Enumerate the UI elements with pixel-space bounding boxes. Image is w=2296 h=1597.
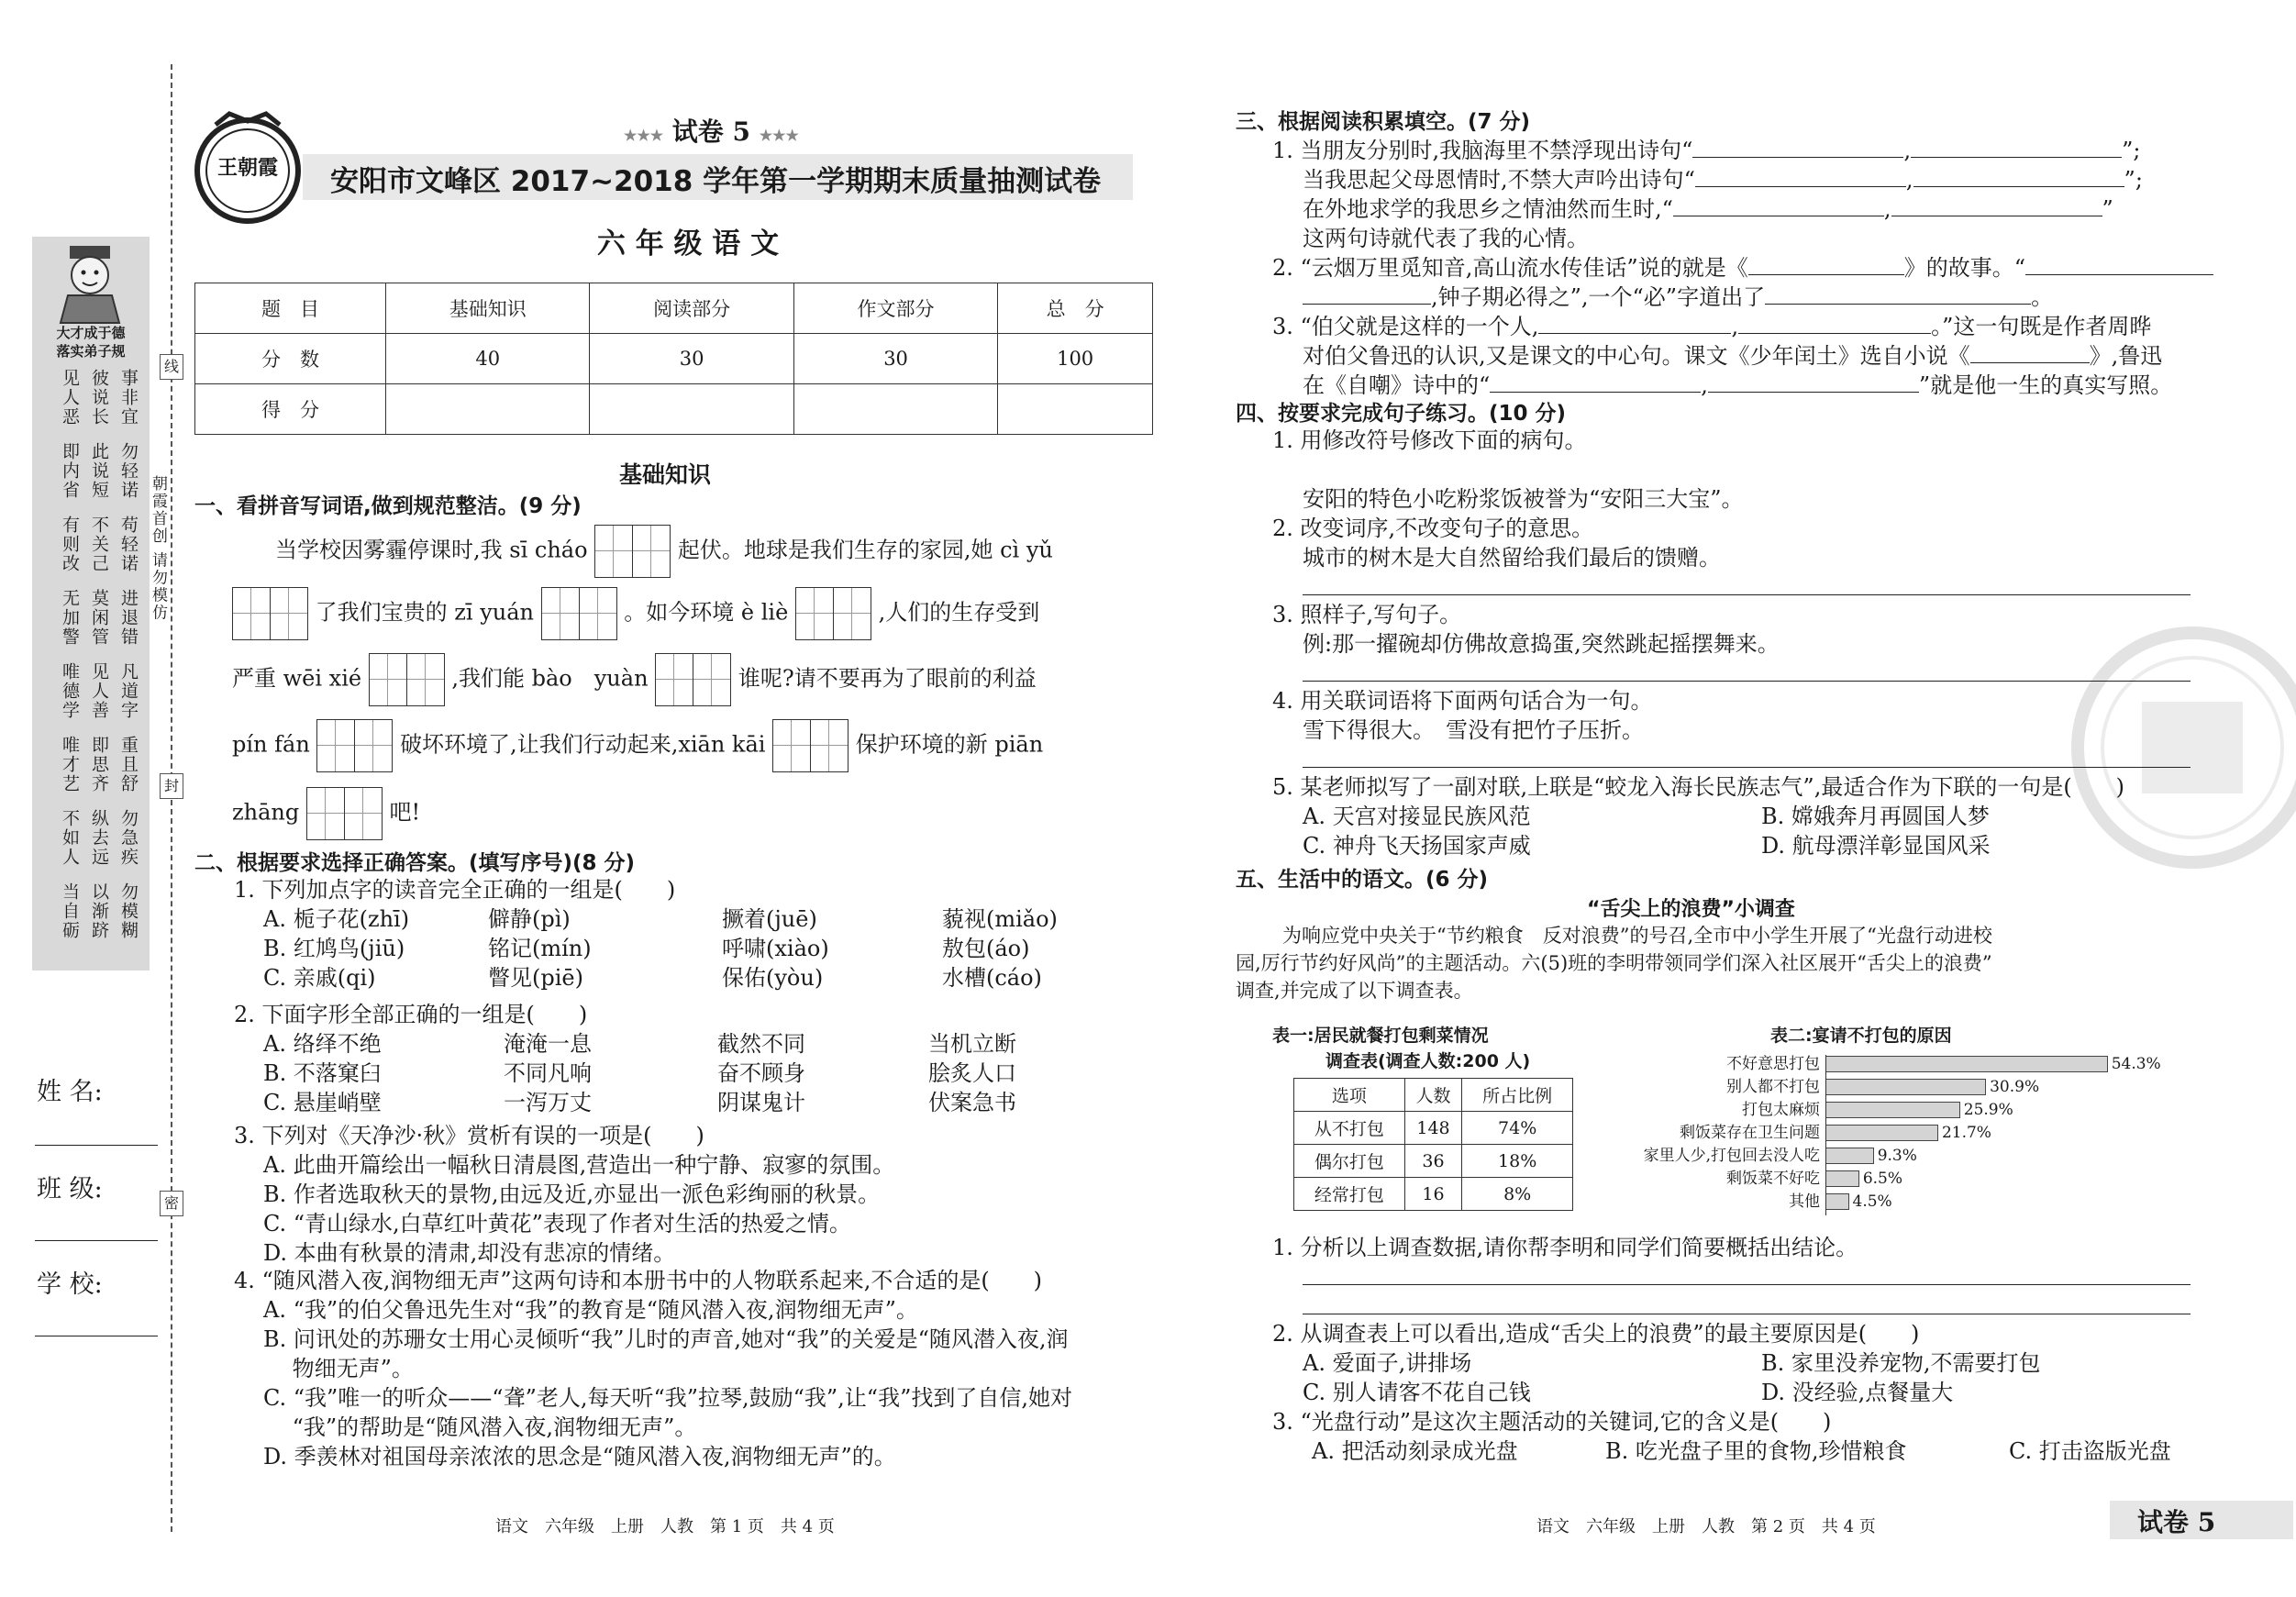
prompt-text: 》的故事。“ xyxy=(1903,255,2025,281)
pinyin-row-3 xyxy=(232,653,1037,706)
option[interactable]: A. “我”的伯父鲁迅先生对“我”的教育是“随风潜入夜,润物细无声”。 xyxy=(263,1297,918,1323)
fill-line: 1. 当朋友分别时,我脑海里不禁浮现出诗句“ , ”; xyxy=(1272,138,2141,163)
answer-blank[interactable] xyxy=(1748,254,1904,275)
rule-text: 唯德学 xyxy=(60,662,80,720)
answer-line[interactable] xyxy=(1303,681,2191,682)
score-entry-cell[interactable] xyxy=(793,384,997,435)
prompt-text: 这两句诗就代表了我的心情。 xyxy=(1303,226,1589,251)
table-cell: 从不打包 xyxy=(1294,1112,1405,1145)
answer-grid[interactable] xyxy=(316,719,393,772)
bar-category-label: 其他 xyxy=(1789,1192,1820,1211)
prompt-text: 当我思起父母恩情时,不禁大声吟出诗句“ xyxy=(1303,167,1695,193)
rule-text: 莫闲管 xyxy=(89,589,109,647)
answer-line[interactable] xyxy=(1303,1284,2191,1285)
answer-blank[interactable] xyxy=(1673,195,1884,216)
bar xyxy=(1825,1193,1849,1210)
prompt-text: 2. “云烟万里觅知音,高山流水传佳话”说的就是《 xyxy=(1272,255,1748,281)
table-cell: 总 分 xyxy=(998,283,1153,334)
option[interactable]: 敖包(áo) xyxy=(942,936,1030,961)
fill-line xyxy=(1272,253,2213,283)
pinyin-row-4 xyxy=(232,719,1043,772)
answer-grid[interactable] xyxy=(369,653,445,706)
option[interactable]: 阴谋鬼计 xyxy=(717,1090,805,1115)
bar xyxy=(1825,1102,1960,1118)
table-cell: 74% xyxy=(1462,1112,1573,1145)
answer-grid[interactable] xyxy=(772,719,849,772)
table-row xyxy=(195,384,1153,435)
table-cell: 作文部分 xyxy=(793,283,997,334)
score-entry-cell[interactable] xyxy=(590,384,793,435)
class-field-label: 班 级: xyxy=(37,1175,103,1203)
prompt-text: 对伯父鲁迅的认识,又是课文的中心句。课文《少年闰土》选自小说《 xyxy=(1303,343,1970,369)
option-row xyxy=(1303,1378,1953,1407)
table-cell: 18% xyxy=(1462,1145,1573,1178)
question-4-title: 四、按要求完成句子练习。(10 分) xyxy=(1236,402,1567,426)
question-2-3: 3. 下列对《天净沙·秋》赏析有误的一项是( ) xyxy=(234,1123,704,1148)
brand-logo-text: 王朝霞 xyxy=(216,156,278,180)
prompt-text: 。 xyxy=(2031,284,2054,310)
question-text: 雪下得很大。 雪没有把竹子压折。 xyxy=(1303,717,1644,743)
prompt-text: 》,鲁迅 xyxy=(2089,343,2163,369)
table-cell: 基础知识 xyxy=(386,283,590,334)
option[interactable]: A. 天宫对接显民族风范 xyxy=(1303,804,1531,829)
bar-category-label: 打包太麻烦 xyxy=(1742,1101,1820,1119)
passage-text: pín fán xyxy=(232,731,310,758)
rule-text: 此说短 xyxy=(89,442,109,500)
question-3-title: 三、根据阅读积累填空。(7 分) xyxy=(1236,110,1531,134)
option[interactable]: 撅着(juē) xyxy=(722,906,817,932)
option[interactable]: B. 问讯处的苏珊女士用心灵倾听“我”儿时的声音,她对“我”的关爱是“随风潜入夜,润 xyxy=(263,1326,1069,1352)
option[interactable]: 呼啸(xiào) xyxy=(722,936,829,961)
rule-text: 勿模糊 xyxy=(118,882,139,940)
answer-grid[interactable] xyxy=(594,525,671,578)
bar-category-label: 不好意思打包 xyxy=(1726,1055,1820,1073)
option-continued: 物细无声”。 xyxy=(263,1356,414,1381)
prompt-text: 3. “伯父就是这样的一个人, xyxy=(1272,314,1539,339)
question-4-2: 2. 改变词序,不改变句子的意思。 xyxy=(1272,516,1594,541)
score-entry-cell[interactable] xyxy=(386,384,590,435)
answer-grid[interactable] xyxy=(655,653,731,706)
table-cell: 30 xyxy=(590,334,793,384)
question-4-5: 5. 某老师拟写了一副对联,上联是“蛟龙入海长民族志气”,最适合作为下联的一句是( ) xyxy=(1272,774,2125,800)
option-row xyxy=(1303,802,1990,831)
table-cell: 分 数 xyxy=(195,334,386,384)
rule-text: 进退错 xyxy=(118,589,139,647)
option[interactable]: D. 本曲有秋景的清肃,却没有悲凉的情绪。 xyxy=(263,1240,676,1266)
reason-bar-chart xyxy=(1559,1055,2202,1229)
option[interactable]: 奋不顾身 xyxy=(717,1060,805,1086)
name-field-line[interactable] xyxy=(35,1145,158,1146)
exam-title: 安阳市文峰区 2017~2018 学年第一学期期末质量抽测试卷 xyxy=(330,165,1102,198)
passage-text: 破坏环境了,让我们行动起来,xiān kāi xyxy=(400,731,766,758)
passage-text: 当学校因雾霾停课时,我 sī cháo xyxy=(275,537,588,563)
rule-text: 见人恶 xyxy=(60,369,80,427)
passage-text: 吧! xyxy=(389,799,421,826)
bar-category-label: 剩饭菜存在卫生问题 xyxy=(1680,1124,1820,1142)
table-cell: 阅读部分 xyxy=(590,283,793,334)
option[interactable]: C. 别人请客不花自己钱 xyxy=(1303,1380,1531,1405)
answer-blank[interactable] xyxy=(1765,283,2031,305)
rule-text: 有则改 xyxy=(60,516,80,573)
rule-text: 不如人 xyxy=(60,809,80,867)
bar-value-label: 6.5% xyxy=(1862,1170,1903,1188)
option[interactable]: D. 没经验,点餐量大 xyxy=(1761,1380,1954,1405)
passage-text: 保护环境的新 piān xyxy=(855,731,1044,758)
table-cell: 所占比例 xyxy=(1462,1079,1573,1112)
prompt-text: ,钟子期必得之”,一个“必”字道出了 xyxy=(1431,284,1766,310)
bar xyxy=(1825,1170,1859,1187)
option[interactable]: C. 悬崖峭壁 xyxy=(263,1090,382,1115)
rule-text: 事非宜 xyxy=(118,369,139,427)
section-heading: 基础知识 xyxy=(619,461,712,488)
table-cell: 30 xyxy=(793,334,997,384)
rule-text: 即内省 xyxy=(60,442,80,500)
chart-title: 表二:宴请不打包的原因 xyxy=(1770,1026,1952,1046)
question-4-3: 3. 照样子,写句子。 xyxy=(1272,602,1462,627)
bar-category-label: 剩饭菜不好吃 xyxy=(1726,1170,1820,1188)
pinyin-row-1 xyxy=(275,525,1053,578)
rules-grid xyxy=(51,369,139,956)
survey-title: “舌尖上的浪费”小调查 xyxy=(1587,898,1795,921)
fill-line: 3. “伯父就是这样的一个人, , 。”这一句既是作者周晔 xyxy=(1272,314,2152,339)
question-2-1: 1. 下列加点字的读音完全正确的一组是( ) xyxy=(234,877,676,903)
passage-text: 谁呢?请不要再为了眼前的利益 xyxy=(738,665,1037,692)
bar-value-label: 25.9% xyxy=(1963,1101,2013,1119)
passage-text: 严重 wēi xié xyxy=(232,665,362,692)
bar-value-label: 9.3% xyxy=(1877,1147,1917,1165)
score-table xyxy=(194,283,1153,435)
table-cell: 偶尔打包 xyxy=(1294,1145,1405,1178)
paper-number-label xyxy=(624,112,799,149)
question-5-2: 2. 从调查表上可以看出,造成“舌尖上的浪费”的最主要原因是( ) xyxy=(1272,1321,1920,1347)
table-cell: 选项 xyxy=(1294,1079,1405,1112)
page-footer-right: 语文 六年级 上册 人教 第 2 页 共 4 页 xyxy=(1536,1517,1876,1536)
table-1-subtitle: 调查表(调查人数:200 人) xyxy=(1325,1051,1531,1071)
answer-blank[interactable] xyxy=(1692,137,1903,158)
fill-line xyxy=(1303,283,2053,312)
answer-blank[interactable] xyxy=(1913,166,2124,187)
option[interactable]: A. 栀子花(zhī) xyxy=(263,906,410,932)
rule-text: 不关己 xyxy=(89,516,109,573)
option-row xyxy=(263,963,1042,993)
option-row xyxy=(263,904,1058,934)
question-4-4: 4. 用关联词语将下面两句话合为一句。 xyxy=(1272,688,1653,714)
option[interactable]: 水槽(cáo) xyxy=(942,965,1042,991)
survey-intro: 调查,并完成了以下调查表。 xyxy=(1236,980,1473,1002)
option[interactable]: D. 航母漂洋彰显国风采 xyxy=(1761,833,1991,859)
option-row xyxy=(1303,1348,2041,1378)
answer-blank[interactable] xyxy=(1538,313,1731,334)
question-5-1: 1. 分析以上调查数据,请你帮李明和同学们简要概括出结论。 xyxy=(1272,1235,1858,1260)
star-decoration: ★★★ xyxy=(759,127,799,144)
answer-line[interactable] xyxy=(1303,767,2191,768)
name-field-label: 姓 名: xyxy=(37,1078,103,1106)
bar-value-label: 21.7% xyxy=(1941,1124,1991,1142)
rule-text: 勿轻诺 xyxy=(118,442,139,500)
answer-blank[interactable] xyxy=(1303,283,1431,305)
answer-blank[interactable] xyxy=(1738,313,1931,334)
option[interactable]: A. 爱面子,讲排场 xyxy=(1303,1350,1472,1376)
binding-mark-seal: 封 xyxy=(160,773,183,799)
watermark-seal xyxy=(2069,624,2296,871)
prompt-text: 。”这一句既是作者周晔 xyxy=(1931,314,2152,339)
fill-line xyxy=(1303,341,2162,371)
option[interactable]: 僻静(pì) xyxy=(488,906,571,932)
option[interactable]: 淹淹一息 xyxy=(504,1031,592,1057)
bar-category-label: 别人都不打包 xyxy=(1726,1078,1820,1096)
option-row xyxy=(263,1088,1016,1117)
rule-text: 无加警 xyxy=(60,589,80,647)
option[interactable]: 脍炙人口 xyxy=(928,1060,1016,1086)
question-4-1: 1. 用修改符号修改下面的病句。 xyxy=(1272,427,1587,453)
answer-blank[interactable] xyxy=(1911,137,2122,158)
option-row xyxy=(1303,831,1991,860)
bar-value-label: 54.3% xyxy=(2111,1055,2161,1073)
answer-blank[interactable] xyxy=(1970,342,2090,363)
seal-notice: 朝霞首创 请勿模仿 xyxy=(149,475,167,622)
prompt-text: 1. 当朋友分别时,我脑海里不禁浮现出诗句“ xyxy=(1272,138,1693,163)
school-field-label: 学 校: xyxy=(37,1270,103,1299)
question-5-3: 3. “光盘行动”是这次主题活动的关键词,它的含义是( ) xyxy=(1272,1409,1832,1435)
passage-text: zhāng xyxy=(232,799,300,826)
fill-line: 在《自嘲》诗中的“ , ”就是他一生的真实写照。 xyxy=(1303,372,2173,398)
motto-line-2: 落实弟子规 xyxy=(56,343,126,360)
question-5-title: 五、生活中的语文。(6 分) xyxy=(1236,868,1489,892)
table-1-title: 表一:居民就餐打包剩菜情况 xyxy=(1272,1026,1489,1046)
binding-mark-line: 线 xyxy=(160,354,183,380)
option[interactable]: A. 络绎不绝 xyxy=(263,1031,382,1057)
rule-text: 唯才艺 xyxy=(60,736,80,793)
table-row xyxy=(1294,1112,1573,1145)
bar-axis xyxy=(1825,1055,1826,1215)
page-footer-left: 语文 六年级 上册 人教 第 1 页 共 4 页 xyxy=(495,1517,835,1536)
table-cell: 40 xyxy=(386,334,590,384)
option[interactable]: A. 把活动刻录成光盘 xyxy=(1312,1438,1518,1464)
option[interactable]: 不同凡响 xyxy=(504,1060,592,1086)
option[interactable]: B. 吃光盘子里的食物,珍惜粮食 xyxy=(1605,1438,1907,1464)
survey-intro: 为响应党中央关于“节约粮食 反对浪费”的号召,全市中小学生开展了“光盘行动进校 xyxy=(1282,925,1992,947)
star-decoration: ★★★ xyxy=(624,127,664,144)
fill-line: 当我思起父母恩情时,不禁大声吟出诗句“ , ”; xyxy=(1303,167,2143,193)
option[interactable]: 铭记(mín) xyxy=(488,936,592,961)
rule-text: 见人善 xyxy=(89,662,109,720)
answer-line[interactable] xyxy=(1303,594,2191,595)
rule-text: 纵去远 xyxy=(89,809,109,867)
option-row xyxy=(263,1029,1016,1059)
option-row xyxy=(263,1059,1016,1088)
rule-text: 即思齐 xyxy=(89,736,109,793)
question-1-title: 一、看拼音写词语,做到规范整洁。(9 分) xyxy=(194,494,582,518)
question-text: 例:那一擢碗却仿佛故意捣蛋,突然跳起摇摆舞来。 xyxy=(1303,631,1780,657)
option[interactable]: D. 季羡林对祖国母亲浓浓的思念是“随风潜入夜,润物细无声”的。 xyxy=(263,1444,896,1469)
bar-category-label: 家里人少,打包回去没人吃 xyxy=(1643,1147,1820,1165)
score-entry-cell[interactable] xyxy=(998,384,1153,435)
question-2-2: 2. 下面字形全部正确的一组是( ) xyxy=(234,1002,588,1027)
table-row xyxy=(195,283,1153,334)
option-continued: “我”的帮助是“随风潜入夜,润物细无声”。 xyxy=(263,1414,697,1440)
option[interactable]: 一泻万丈 xyxy=(504,1090,592,1115)
prompt-text: 在《自嘲》诗中的“ xyxy=(1303,372,1491,398)
rule-text: 当自砺 xyxy=(60,882,80,940)
option[interactable]: A. 此曲开篇绘出一幅秋日清晨图,营造出一种宁静、寂寥的氛围。 xyxy=(263,1152,895,1178)
table-row xyxy=(1294,1178,1573,1211)
rule-text: 苟轻诺 xyxy=(118,516,139,573)
bar-value-label: 4.5% xyxy=(1852,1192,1892,1211)
bar-value-label: 30.9% xyxy=(1990,1078,2040,1096)
option[interactable]: C. “青山绿水,白草红叶黄花”表现了作者对生活的热爱之情。 xyxy=(263,1211,851,1237)
bar xyxy=(1825,1148,1874,1164)
table-cell: 36 xyxy=(1404,1145,1462,1178)
option[interactable]: C. 神舟飞天扬国家声威 xyxy=(1303,833,1531,859)
option[interactable]: 保佑(yòu) xyxy=(722,965,824,991)
table-cell: 16 xyxy=(1404,1178,1462,1211)
answer-blank[interactable] xyxy=(2025,254,2213,275)
answer-blank[interactable] xyxy=(1891,195,2102,216)
passage-text: 起伏。地球是我们生存的家园,她 cì yǔ xyxy=(677,537,1053,563)
option[interactable]: 伏案急书 xyxy=(928,1090,1016,1115)
mascot-image xyxy=(44,240,136,325)
answer-grid[interactable] xyxy=(306,787,383,840)
answer-grid[interactable] xyxy=(232,587,308,640)
option[interactable]: C. 打击盗版光盘 xyxy=(2009,1438,2171,1464)
option-row xyxy=(263,934,1029,963)
bar xyxy=(1825,1079,1986,1095)
table-row xyxy=(195,334,1153,384)
survey-table-1 xyxy=(1293,1078,1573,1211)
rule-text: 凡道字 xyxy=(118,662,139,720)
option[interactable]: 当机立断 xyxy=(928,1031,1016,1057)
pinyin-row-2 xyxy=(232,587,1039,640)
rule-text: 彼说长 xyxy=(89,369,109,427)
answer-blank[interactable] xyxy=(1695,166,1906,187)
prompt-text: 在外地求学的我思乡之情油然而生时,“ xyxy=(1303,196,1673,222)
survey-intro: 园,厉行节约好风尚”的主题活动。六(5)班的李明带领同学们深入社区展开“舌尖上的浪费” xyxy=(1236,952,1992,974)
class-field-line[interactable] xyxy=(35,1240,158,1241)
table-cell: 得 分 xyxy=(195,384,386,435)
table-cell: 经常打包 xyxy=(1294,1178,1405,1211)
rule-text: 重且舒 xyxy=(118,736,139,793)
bar xyxy=(1825,1056,2108,1072)
answer-blank[interactable] xyxy=(1490,372,1701,393)
option[interactable]: B. 作者选取秋天的景物,由远及近,亦显出一派色彩绚丽的秋景。 xyxy=(263,1181,881,1207)
answer-grid[interactable] xyxy=(795,587,871,640)
option-row xyxy=(1312,1436,2171,1466)
corner-label: 试卷 5 xyxy=(2137,1507,2216,1537)
bar xyxy=(1825,1125,1938,1141)
rule-text: 勿急疾 xyxy=(118,809,139,867)
prompt-text: ”就是他一生的真实写照。 xyxy=(1918,372,2173,398)
passage-text: ,人们的生存受到 xyxy=(878,599,1040,626)
question-text: 安阳的特色小吃粉浆饭被誉为“安阳三大宝”。 xyxy=(1303,486,1744,512)
option[interactable]: 藐视(miǎo) xyxy=(942,906,1058,932)
table-row xyxy=(1294,1145,1573,1178)
table-cell: 100 xyxy=(998,334,1153,384)
binding-mark-secret: 密 xyxy=(160,1191,183,1216)
answer-grid[interactable] xyxy=(541,587,617,640)
table-cell: 人数 xyxy=(1404,1079,1462,1112)
question-2-title: 二、根据要求选择正确答案。(填写序号)(8 分) xyxy=(194,851,636,875)
table-cell: 题 目 xyxy=(195,283,386,334)
option[interactable]: B. 不落窠臼 xyxy=(263,1060,382,1086)
pinyin-row-5 xyxy=(232,787,420,840)
option[interactable]: B. 红鸠鸟(jiū) xyxy=(263,936,405,961)
question-text: 城市的树木是大自然留给我们最后的馈赠。 xyxy=(1303,545,1721,571)
option[interactable]: C. 亲戚(qi) xyxy=(263,965,376,991)
table-row xyxy=(1294,1079,1573,1112)
option[interactable]: 截然不同 xyxy=(717,1031,805,1057)
passage-text: 。如今环境 è liè xyxy=(624,599,789,626)
option[interactable]: B. 嫦娥奔月再圆国人梦 xyxy=(1761,804,1990,829)
rule-text: 以渐跻 xyxy=(89,882,109,940)
table-cell: 8% xyxy=(1462,1178,1573,1211)
option[interactable]: C. “我”唯一的听众——“聋”老人,每天听“我”拉琴,鼓励“我”,让“我”找到了自信,她对 xyxy=(263,1385,1072,1411)
paper-number: 试卷 5 xyxy=(671,116,751,147)
exam-subtitle: 六 年 级 语 文 xyxy=(596,227,780,261)
question-2-4: 4. “随风潜入夜,润物细无声”这两句诗和本册书中的人物联系起来,不合适的是( ) xyxy=(234,1268,1043,1293)
table-cell: 148 xyxy=(1404,1112,1462,1145)
option[interactable]: B. 家里没养宠物,不需要打包 xyxy=(1761,1350,2041,1376)
answer-blank[interactable] xyxy=(1708,372,1919,393)
fill-line: 在外地求学的我思乡之情油然而生时,“ , ” xyxy=(1303,196,2113,222)
passage-text: 了我们宝贵的 zī yuán xyxy=(315,599,534,626)
motto-line-1: 大才成于德 xyxy=(56,325,126,341)
option[interactable]: 瞥见(piē) xyxy=(488,965,583,991)
passage-text: ,我们能 bào yuàn xyxy=(451,665,649,692)
